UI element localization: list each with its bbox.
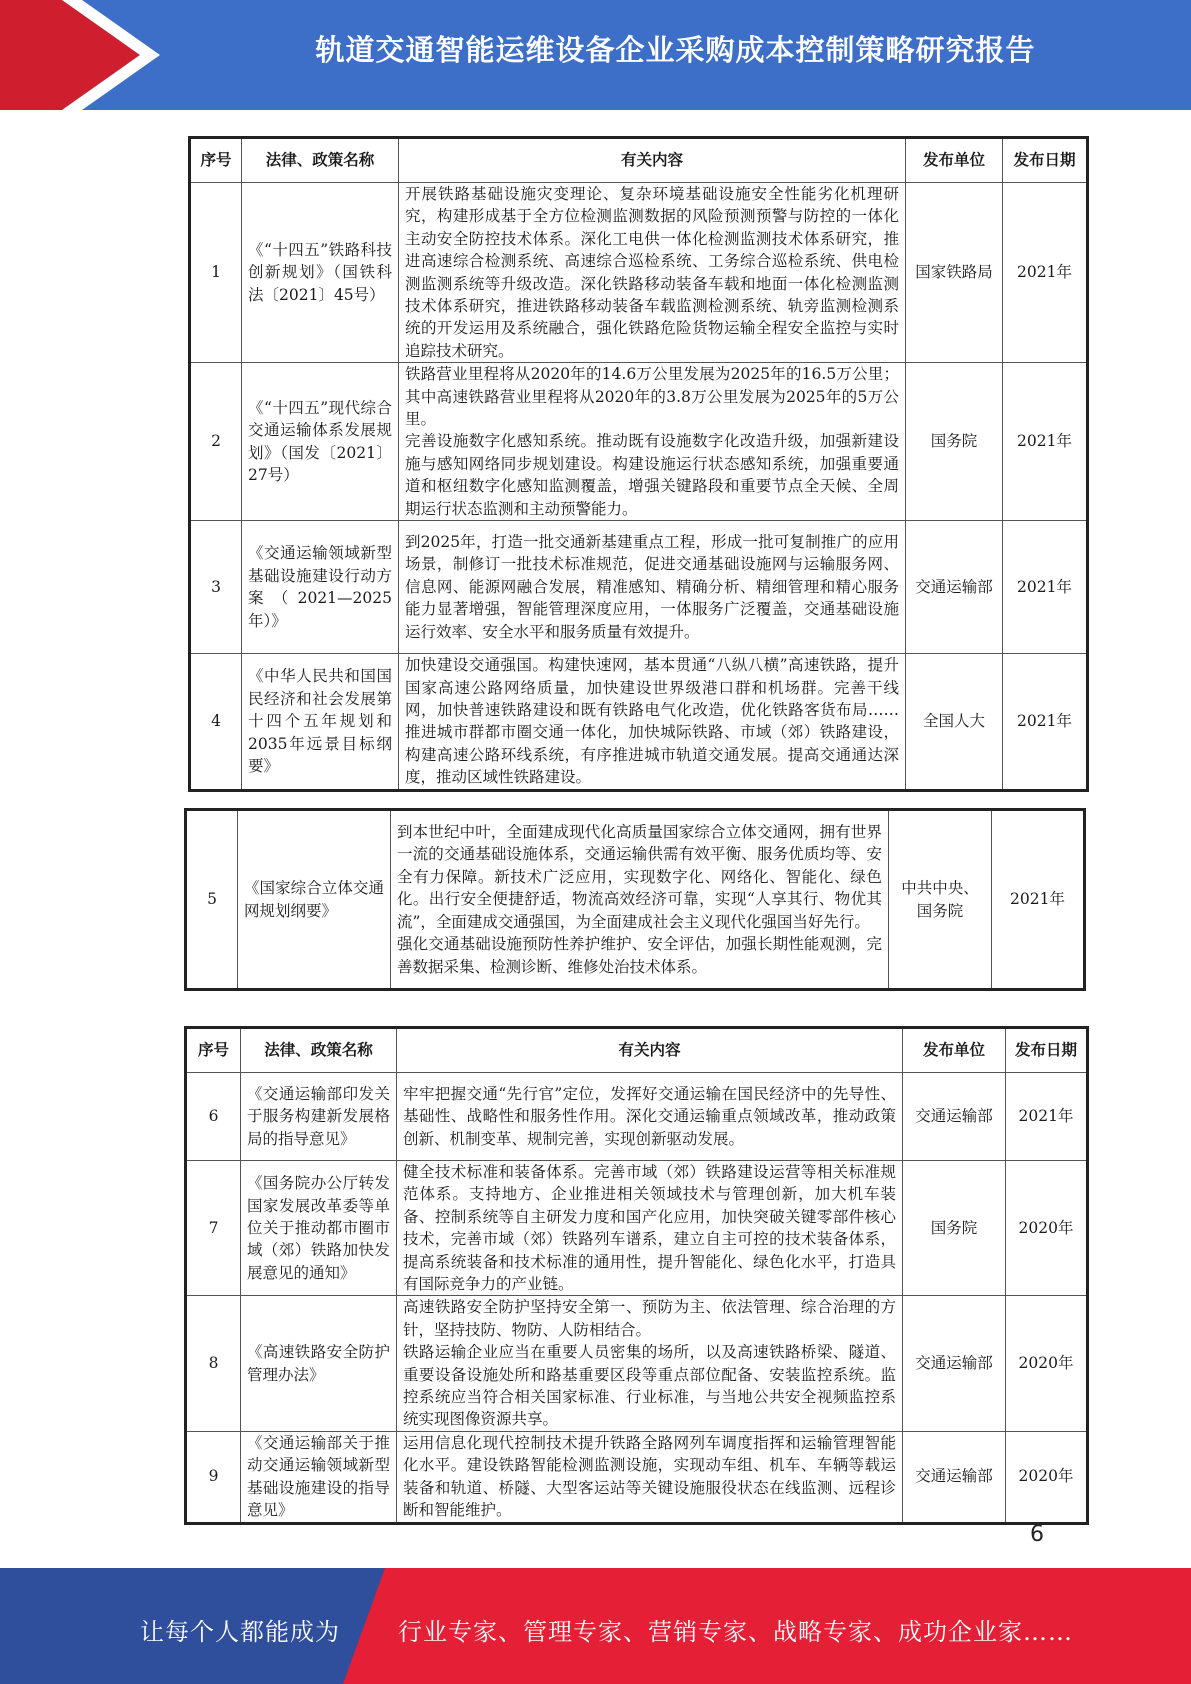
header-red-block (0, 0, 150, 110)
header-name: 法律、政策名称 (242, 138, 399, 183)
row-name: 《“十四五”铁路科技创新规划》（国铁科法〔2021〕45号） (242, 183, 399, 363)
row-content (399, 363, 906, 521)
row-unit: 交通运输部 (906, 521, 1003, 654)
footer-banner (0, 1568, 1191, 1684)
row-content (397, 1161, 903, 1296)
content-paragraph: 加快建设交通强国。构建快速网，基本贯通“八纵八横”高速铁路，提升国家高速公路网络质量，加快建设世界级港口群和机场群。完善干线网，加快普速铁路建设和既有铁路电气化改造，优化铁路客货布局……推进城市群都市圈交通一体化，加快城际铁路、市域（郊）铁路建设，构建高速公路环线系统，有序推进城市轨道交通发展。提高交通通达深度，推动区域性铁路建设。 (405, 656, 899, 787)
row-date: 2021年 (1006, 1073, 1088, 1161)
row-content (391, 810, 889, 990)
row-date: 2021年 (992, 810, 1085, 990)
table-header-row (190, 138, 1088, 183)
row-content (397, 1431, 903, 1523)
content-paragraph: 运用信息化现代控制技术提升铁路全路网列车调度指挥和运输管理智能化水平。建设铁路智能检测监测设施，实现动车组、机车、车辆等载运装备和轨道、桥隧、大型客运站等关键设施服役状态在线监测、远程诊断和智能维护。 (403, 1433, 896, 1520)
row-unit: 国家铁路局 (906, 183, 1003, 363)
row-date: 2020年 (1006, 1431, 1088, 1523)
row-name: 《高速铁路安全防护管理办法》 (241, 1296, 397, 1431)
row-no: 1 (190, 183, 242, 363)
header-name: 法律、政策名称 (241, 1028, 397, 1073)
content-paragraph: 开展铁路基础设施灾变理论、复杂环境基础设施安全性能劣化机理研究，构建形成基于全方位检测监测数据的风险预测预警与防控的一体化主动安全防控技术体系。深化工电供一体化检测监测技术体系研究，推进高速综合检测系统、高速综合巡检系统、工务综合巡检系统、供电检测监测系统等升级改造。深化铁路移动装备车载和地面一体化检测监测技术体系研究，推进铁路移动装备车载监测检测系统、轨旁监测检测系统的开发运用及系统融合，强化铁路危险货物运输全程安全监控与实时追踪技术研究。 (405, 185, 899, 360)
header-date: 发布日期 (1006, 1028, 1088, 1073)
row-content (397, 1296, 903, 1431)
header-unit: 发布单位 (903, 1028, 1006, 1073)
content-paragraph: 健全技术标准和装备体系。完善市域（郊）铁路建设运营等相关标准规范体系。支持地方、企业推进相关领域技术与管理创新，加大机车装备、控制系统等自主研发力度和国产化应用，加快突破关键零部件核心技术，完善市域（郊）铁路列车谱系，建立自主可控的技术装备体系，提高系统装备和技术标准的通用性，提升智能化、绿色化水平，打造具有国际竞争力的产业链。 (403, 1163, 896, 1294)
row-no: 4 (190, 654, 242, 790)
row-date: 2021年 (1003, 183, 1088, 363)
row-name: 《交通运输领域新型基础设施建设行动方案（2021—2025年）》 (242, 521, 399, 654)
table-row (190, 363, 1088, 521)
policy-table-2 (184, 808, 1086, 991)
row-name: 《国务院办公厅转发国家发展改革委等单位关于推动都市圈市域（郊）铁路加快发展意见的通知》 (241, 1161, 397, 1296)
row-content (397, 1073, 903, 1161)
row-content (399, 654, 906, 790)
table-header-row (186, 1028, 1088, 1073)
footer-slogan-right: 行业专家、管理专家、营销专家、战略专家、成功企业家…… (398, 1618, 1073, 1646)
row-unit: 国务院 (903, 1161, 1006, 1296)
row-no: 8 (186, 1296, 241, 1431)
table-row (186, 1161, 1088, 1296)
row-content (399, 521, 906, 654)
content-paragraph: 完善设施数字化感知系统。推动既有设施数字化改造升级，加强新建设施与感知网络同步规划建设。构建设施运行状态感知系统，加强重要通道和枢纽数字化感知监测覆盖，增强关键路段和重要节点全天候、全周期运行状态监测和主动预警能力。 (405, 432, 899, 518)
content-paragraph: 强化交通基础设施预防性养护维护、安全评估，加强长期性能观测，完善数据采集、检测诊断、维修处治技术体系。 (397, 935, 882, 976)
content-paragraph: 到本世纪中叶，全面建成现代化高质量国家综合立体交通网，拥有世界一流的交通基础设施体系，交通运输供需有效平衡、服务优质均等、安全有力保障。新技术广泛应用，实现数字化、网络化、智能化、绿色化。出行安全便捷舒适，物流高效经济可靠，实现“人享其行、物优其流”，全面建成交通强国，为全面建成社会主义现代化强国当好先行。 (397, 823, 882, 931)
content-paragraph: 高速铁路安全防护坚持安全第一、预防为主、依法管理、综合治理的方针，坚持技防、物防、人防相结合。 (403, 1298, 896, 1339)
row-no: 2 (190, 363, 242, 521)
table-row (190, 521, 1088, 654)
row-date: 2021年 (1003, 363, 1088, 521)
table-row (186, 1296, 1088, 1431)
row-date: 2020年 (1006, 1296, 1088, 1431)
row-no: 9 (186, 1431, 241, 1523)
content-paragraph: 到2025年，打造一批交通新基建重点工程，形成一批可复制推广的应用场景，制修订一批技术标准规范，促进交通基础设施网与运输服务网、信息网、能源网融合发展，精准感知、精确分析、精细管理和精心服务能力显著增强，智能管理深度应用，一体服务广泛覆盖，交通基础设施运行效率、安全水平和服务质量有效提升。 (405, 533, 899, 641)
row-unit: 交通运输部 (903, 1431, 1006, 1523)
row-date: 2021年 (1003, 521, 1088, 654)
row-name: 《交通运输部印发关于服务构建新发展格局的指导意见》 (241, 1073, 397, 1161)
row-date: 2020年 (1006, 1161, 1088, 1296)
table-row (190, 183, 1088, 363)
row-name: 《中华人民共和国国民经济和社会发展第十四个五年规划和2035年远景目标纲要》 (242, 654, 399, 790)
header-no: 序号 (190, 138, 242, 183)
row-name: 《“十四五”现代综合交通运输体系发展规划》（国发〔2021〕27号） (242, 363, 399, 521)
row-content (399, 183, 906, 363)
row-no: 6 (186, 1073, 241, 1161)
row-unit: 全国人大 (906, 654, 1003, 790)
table-row (186, 810, 1085, 990)
row-unit: 交通运输部 (903, 1073, 1006, 1161)
page-title: 轨道交通智能运维设备企业采购成本控制策略研究报告 (315, 33, 1036, 67)
table-row (186, 1431, 1088, 1523)
header-banner (0, 0, 1191, 110)
table-row (186, 1073, 1088, 1161)
policy-table-1 (188, 136, 1089, 792)
header-content: 有关内容 (399, 138, 906, 183)
row-unit: 中共中央、国务院 (889, 810, 992, 990)
row-date: 2021年 (1003, 654, 1088, 790)
footer-slogan-left: 让每个人都能成为 (140, 1618, 340, 1646)
header-content: 有关内容 (397, 1028, 903, 1073)
row-no: 5 (186, 810, 238, 990)
page-number: 6 (1030, 1522, 1044, 1547)
table-row (190, 654, 1088, 790)
row-no: 3 (190, 521, 242, 654)
row-no: 7 (186, 1161, 241, 1296)
content-paragraph: 铁路营业里程将从2020年的14.6万公里发展为2025年的16.5万公里；其中高速铁路营业里程将从2020年的3.8万公里发展为2025年的5万公里。 (405, 365, 899, 429)
row-name: 《交通运输部关于推动交通运输领域新型基础设施建设的指导意见》 (241, 1431, 397, 1523)
header-date: 发布日期 (1003, 138, 1088, 183)
row-unit: 国务院 (906, 363, 1003, 521)
row-unit: 交通运输部 (903, 1296, 1006, 1431)
header-no: 序号 (186, 1028, 241, 1073)
row-name: 《国家综合立体交通网规划纲要》 (238, 810, 391, 990)
policy-table-3 (184, 1026, 1089, 1525)
content-paragraph: 牢牢把握交通“先行官”定位，发挥好交通运输在国民经济中的先导性、基础性、战略性和服务性作用。深化交通运输重点领域改革，推动政策创新、机制变革、规制完善，实现创新驱动发展。 (403, 1084, 896, 1148)
content-paragraph: 铁路运输企业应当在重要人员密集的场所，以及高速铁路桥梁、隧道、重要设备设施处所和路基重要区段等重点部位配备、安装监控系统。监控系统应当符合相关国家标准、行业标准，与当地公共安全视频监控系统实现图像资源共享。 (403, 1343, 896, 1429)
header-unit: 发布单位 (906, 138, 1003, 183)
